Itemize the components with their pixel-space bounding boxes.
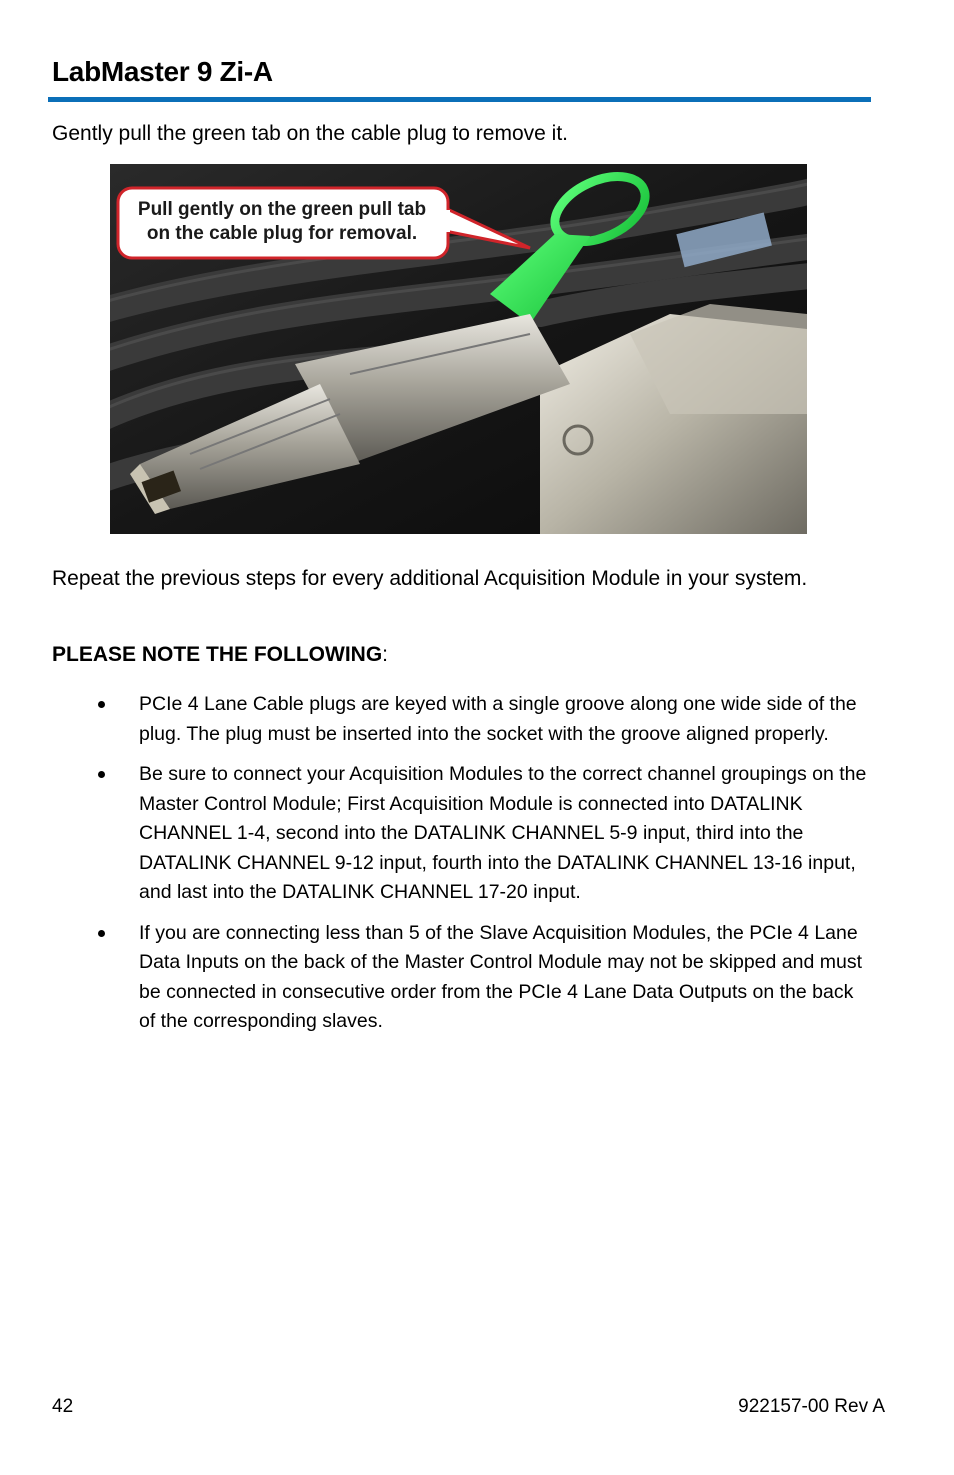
intro-paragraph: Gently pull the green tab on the cable plug to remove it. [52, 122, 568, 145]
bullet-icon [98, 701, 105, 708]
list-item-text: If you are connecting less than 5 of the Slave Acquisition Modules, the PCIe 4 Lane Data Inputs on the back of the Master Control Module may not be skipped and must be connected in consecutive order from the PCIe 4 Lane Data Outputs on the back of the corresponding slaves. [139, 921, 862, 1032]
repeat-paragraph: Repeat the previous steps for every additional Acquisition Module in your system. [52, 567, 808, 590]
page-number: 42 [52, 1396, 74, 1417]
list-item-text: Be sure to connect your Acquisition Modules to the correct channel groupings on the Master Control Module; First Acquisition Module is connected into DATALINK CHANNEL 1-4, second into the DATALINK CHANNEL 5-9 input, third into the DATALINK CHANNEL 9-12 input, fourth into the DATALINK CHANNEL 13-16 input, and last into the DATALINK CHANNEL 17-20 input. [139, 763, 867, 903]
bullet-icon [98, 930, 105, 937]
title-divider [48, 97, 871, 102]
note-heading-text: PLEASE NOTE THE FOLLOWING [52, 643, 383, 666]
note-heading [52, 643, 388, 667]
document-id: 922157-00 Rev A [738, 1396, 885, 1417]
list-item-text: PCIe 4 Lane Cable plugs are keyed with a single groove along one wide side of the plug. The plug must be inserted into the socket with the groove aligned properly. [139, 693, 857, 745]
list-item [0, 919, 869, 1037]
callout-line-2: on the cable plug for removal. [146, 223, 418, 244]
cable-plug-photo [110, 164, 807, 534]
page-title: LabMaster 9 Zi-A [52, 56, 273, 87]
notes-list [0, 690, 869, 1048]
list-item [0, 760, 869, 908]
bullet-icon [98, 771, 105, 778]
list-item [0, 690, 869, 749]
callout-line-1: Pull gently on the green pull tab [137, 199, 427, 220]
note-heading-colon: : [382, 643, 389, 666]
